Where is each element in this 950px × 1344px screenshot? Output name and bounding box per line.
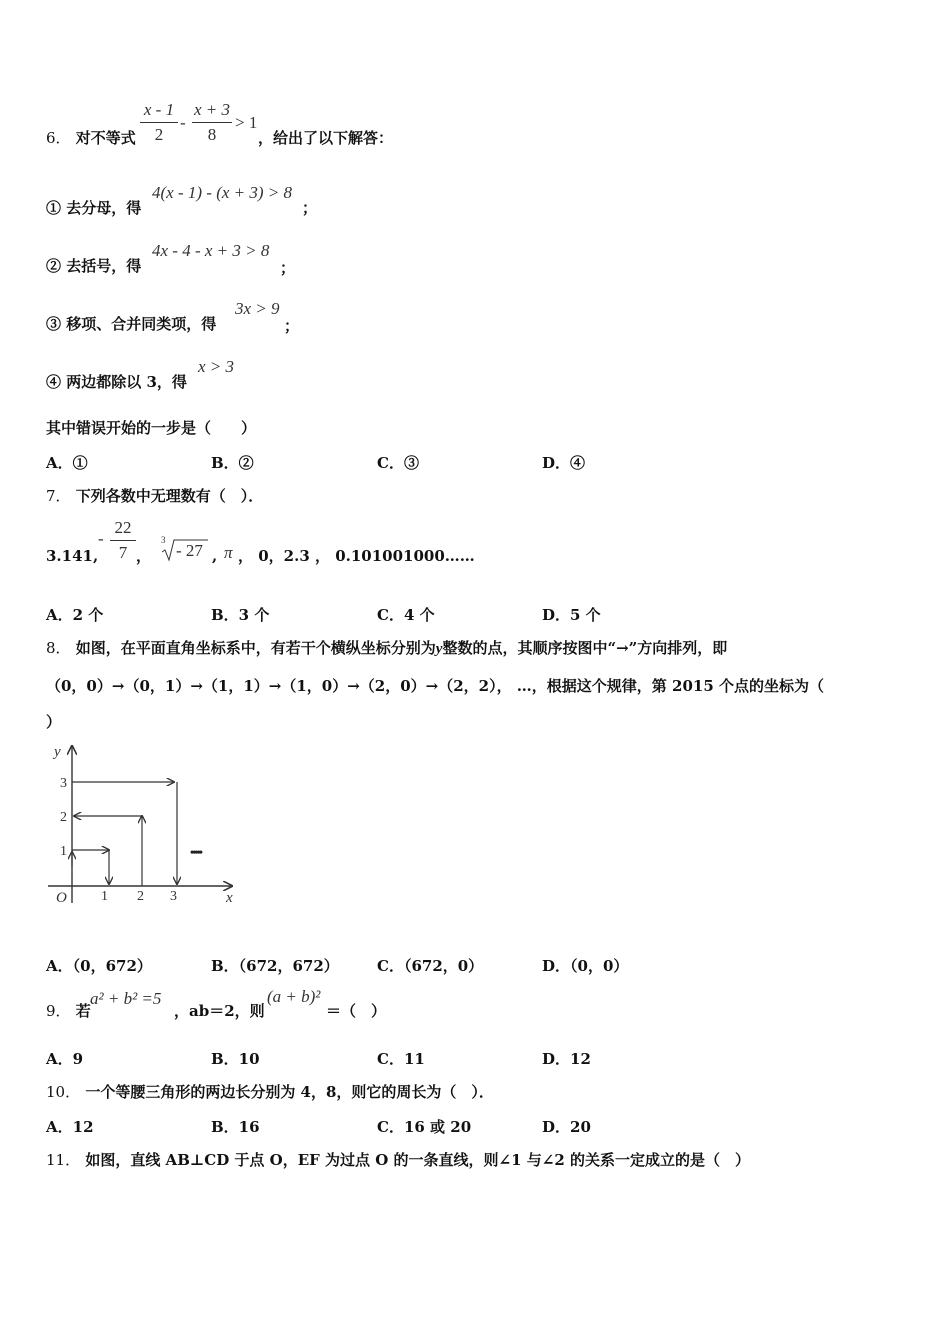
q6-step-3: ③ 移项、合并同类项，得	[46, 315, 217, 333]
fig-tick-x1: 1	[101, 889, 108, 904]
q10-line	[46, 1082, 494, 1102]
q10-option-c[interactable]: C．16 或 20	[377, 1118, 472, 1136]
fig-origin: O	[56, 890, 67, 906]
q6-tail: ，给出了以下解答：	[258, 129, 394, 147]
q11-stem: 如图，直线 AB⊥CD 于点 O，EF 为过点 O 的一条直线，则∠1 与∠2 的关系一定成立的是（ ）	[85, 1151, 750, 1169]
q10-option-a[interactable]: A．12	[46, 1118, 94, 1136]
q7-option-a[interactable]: A．2 个	[46, 606, 104, 624]
q8-line-1b: 整数的点，其顺序按图中“→”方向排列，即	[442, 639, 728, 657]
q7-rest: ， 0，2.3 ， 0.101001000……	[238, 547, 475, 565]
q8-y-var: y	[435, 641, 443, 657]
q7-pi: π	[224, 543, 233, 562]
q6-lead: 对不等式	[75, 129, 136, 147]
q6-step-1-math: 4(x - 1) - (x + 3) > 8	[152, 183, 293, 202]
q6-gt-one: > 1	[235, 113, 258, 132]
q7-root-index: 3	[161, 535, 166, 545]
q7-fraction	[110, 518, 136, 563]
q6-fraction-2	[192, 100, 232, 145]
fig-continuation-dots: •••••	[190, 845, 202, 859]
q6-step-2-end: ；	[280, 259, 296, 277]
q7-neg: -	[98, 529, 104, 548]
q7-number: 7．	[46, 487, 71, 505]
q10-number: 10．	[46, 1083, 81, 1101]
q6-frac2-denominator: 8	[207, 125, 217, 144]
q6-step-4: ④ 两边都除以 3，得	[46, 373, 187, 391]
q7-option-b[interactable]: B．3 个	[211, 606, 270, 624]
q6-step-1: ① 去分母，得	[46, 199, 142, 217]
fig-tick-y1: 1	[60, 844, 67, 859]
fig-y-label: y	[54, 744, 61, 760]
q8-option-a[interactable]: A．（0，672）	[46, 957, 152, 975]
q7-frac-denominator: 7	[118, 543, 128, 562]
q7-option-d[interactable]: D．5 个	[542, 606, 601, 624]
q6-step-3-end: ；	[284, 317, 300, 335]
q7-comma-1: ，	[136, 547, 152, 565]
q6-line	[46, 128, 136, 148]
fig-tick-x3: 3	[170, 889, 177, 904]
q9-option-b[interactable]: B．10	[211, 1050, 260, 1068]
q9-lead: 若	[75, 1002, 91, 1020]
q8-line-1a: 如图，在平面直角坐标系中，有若干个横纵坐标分别为	[75, 639, 436, 657]
q6-frac2-numerator: x + 3	[193, 100, 231, 119]
q6-option-b[interactable]: B．②	[211, 454, 254, 472]
q9-eq1: a² + b² =5	[90, 989, 162, 1008]
q11-number: 11．	[46, 1151, 81, 1169]
q6-option-c[interactable]: C．③	[377, 454, 419, 472]
q6-fraction-1	[140, 100, 178, 145]
q6-step-3-math: 3x > 9	[235, 299, 280, 318]
q6-step-2: ② 去括号，得	[46, 257, 142, 275]
fig-tick-y3: 3	[60, 776, 67, 791]
q8-option-c[interactable]: C．（672，0）	[377, 957, 484, 975]
q8-number: 8．	[46, 639, 71, 657]
q6-option-d[interactable]: D．④	[542, 454, 586, 472]
q8-line-2: （0，0）→（0，1）→（1，1）→（1，0）→（2，0）→（2，2）， …，根据这个规律，第 2015 个点的坐标为（	[46, 677, 825, 695]
q8-figure	[40, 738, 245, 910]
fig-tick-y2: 2	[60, 810, 67, 825]
q7-stem: 下列各数中无理数有（ ）．	[75, 487, 264, 505]
q9-option-c[interactable]: C．11	[377, 1050, 425, 1068]
fig-tick-x2: 2	[137, 889, 144, 904]
q10-option-b[interactable]: B．16	[211, 1118, 260, 1136]
q6-minus: -	[180, 113, 186, 132]
q9-number: 9．	[46, 1002, 71, 1020]
q9-mid: ，ab＝2，则	[174, 1002, 265, 1020]
q11-line	[46, 1150, 750, 1170]
q8-option-b[interactable]: B．（672，672）	[211, 957, 339, 975]
q6-question: 其中错误开始的一步是（ ）	[46, 419, 257, 437]
q9-option-a[interactable]: A．9	[46, 1050, 84, 1068]
q7-option-c[interactable]: C．4 个	[377, 606, 435, 624]
q9-tail: ＝（ ）	[326, 1002, 387, 1020]
q8-option-d[interactable]: D．（0，0）	[542, 957, 629, 975]
fig-x-label: x	[226, 890, 233, 906]
q6-frac1-numerator: x - 1	[143, 100, 175, 119]
q9-eq2: (a + b)²	[267, 987, 321, 1006]
q8-line-3: ）	[46, 713, 62, 731]
q6-frac1-denominator: 2	[154, 125, 164, 144]
q9-line	[46, 1001, 91, 1021]
q6-number: 6．	[46, 129, 71, 147]
q6-step-1-end: ；	[302, 199, 318, 217]
q7-line	[46, 486, 263, 506]
q7-frac-numerator: 22	[114, 518, 132, 537]
q8-line-1	[46, 638, 727, 659]
q10-stem: 一个等腰三角形的两边长分别为 4，8，则它的周长为（ ）．	[85, 1083, 494, 1101]
q7-comma-2: ,	[212, 547, 218, 565]
q7-n1: 3.141,	[46, 547, 99, 565]
q6-step-2-math: 4x - 4 - x + 3 > 8	[152, 241, 270, 260]
q10-option-d[interactable]: D．20	[542, 1118, 591, 1136]
q9-option-d[interactable]: D．12	[542, 1050, 591, 1068]
q7-root-body: - 27	[176, 541, 203, 560]
q6-step-4-math: x > 3	[198, 357, 235, 376]
q6-option-a[interactable]: A．①	[46, 454, 88, 472]
